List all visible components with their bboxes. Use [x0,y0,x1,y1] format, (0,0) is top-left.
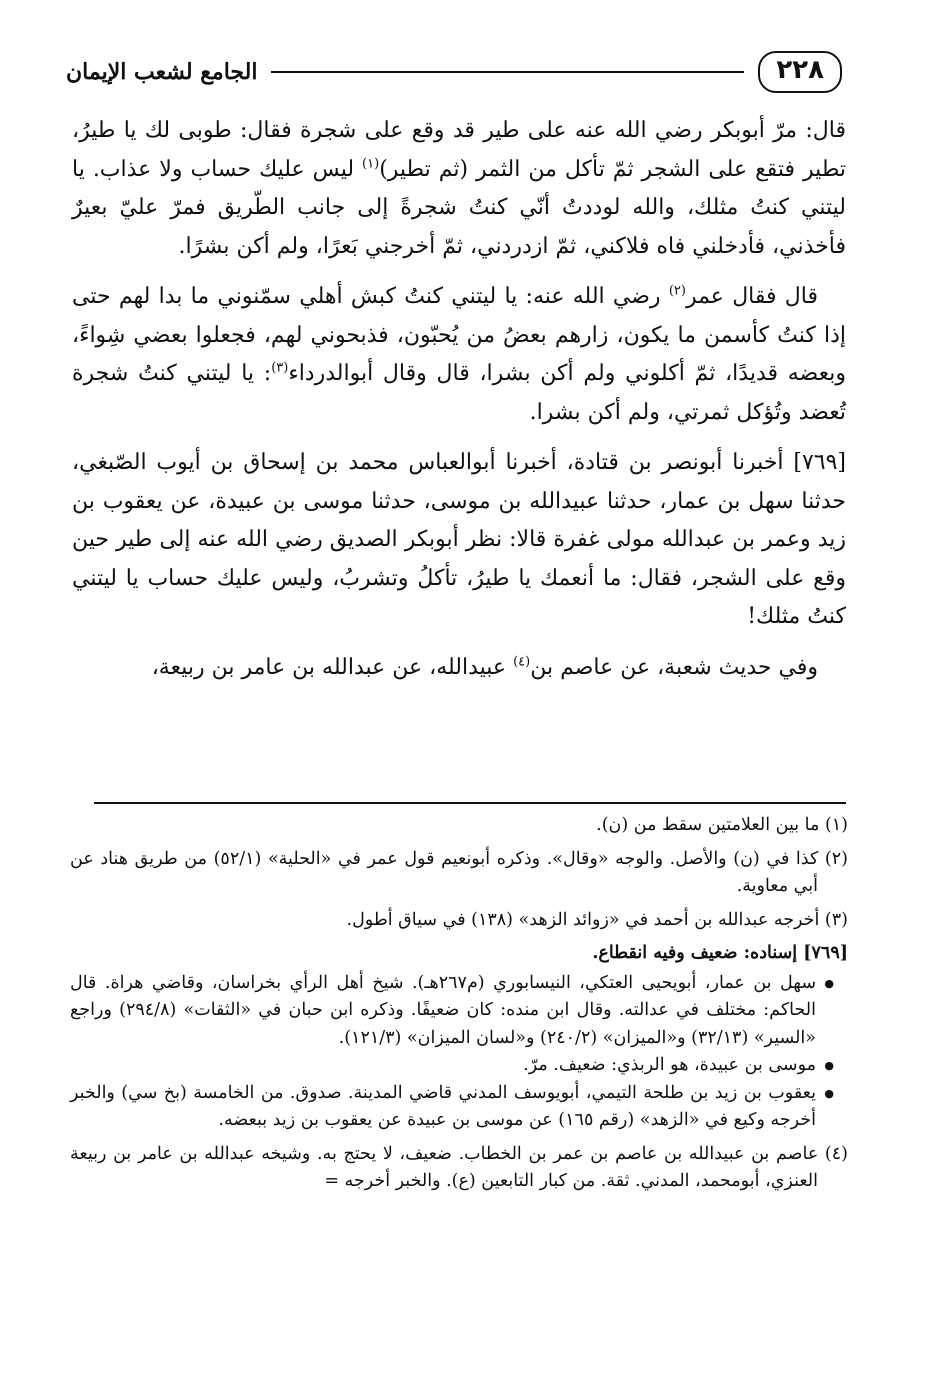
isnad-item-3: ● يعقوب بن زيد بن طلحة التيمي، أبويوسف المدني قاضي المدينة. صدوق. من الخامسة (بخ سي) والخبر أخرجه وكيع في «الزهد» (رقم ١٦٥) عن موسى بن عبيدة عن يعقوب بن زيد ببعضه. [70,1080,834,1135]
isnad-list [70,970,848,1135]
page-header [66,44,842,100]
paragraph-4-start: وفي حديث شعبة، عن عاصم بن [530,654,818,680]
book-title: الجامع لشعب الإيمان [66,59,258,85]
footnote-divider [94,802,846,804]
header-rule [271,71,744,73]
paragraph-1 [72,112,846,266]
footnote-3: (٣) أخرجه عبدالله بن أحمد في «زوائد الزهد» (١٣٨) في سياق أطول. [346,909,848,930]
isnad-heading: [٧٦٩] إسناده: ضعيف وفيه انقطاع. [592,943,848,963]
paragraph-2-mid: رضي الله عنه: يا ليتني كنتُ كبش أهلي سمّنوني ما بدا لهم حتى إذا كنتُ كأسمن ما يكون، زارهم بعضُ من يُحبّون، فذبحوني لهم، فجعلوا بعضي شِواءً، وبعضه قديدًا، ثمّ أكلوني ولم أكن بشرا، قال وقال أبوالدرداء [72,284,846,386]
footnote-ref-2: (٢) [668,283,686,299]
paragraph-4-end: عبيدالله، عن عبدالله بن عامر بن ربيعة، [151,654,514,680]
paragraph-1-text: قال: مرّ أبوبكر رضي الله عنه على طير قد وقع على شجرة فقال: طوبى لك يا طيرُ، تطير فتقع على الشجر ثمّ تأكل من الثمر (ثم تطير) [72,118,846,182]
paragraph-1-end: ليس عليك حساب ولا عذاب. يا ليتني كنتُ مثلك، والله لوددتُ أنّي كنتُ شجرةً إلى جانب الطّريق فمرّ عليّ بعيرٌ فأخذني، فأدخلني فاه فلاكني، ثمّ ازدردني، ثمّ أخرجني بَعرًا، ولم أكن بشرًا. [72,156,846,259]
isnad-item-2: ● موسى بن عبيدة، هو الربذي: ضعيف. مرّ. [70,1052,834,1080]
paragraph-2-end: : يا ليتني كنتُ شجرة تُعضد وتُؤكل ثمرتي، ولم أكن بشرا. [72,361,846,425]
footnote-ref-1: (١) [362,156,380,172]
footnote-2: (٢) كذا في (ن) والأصل. والوجه «وقال». وذكره أبونعيم قول عمر في «الحلية» (٥٢/١) من طريق هناد عن أبي معاوية. [70,848,848,896]
footnote-4: (٤) عاصم بن عبيدالله بن عاصم بن عمر بن الخطاب. ضعيف، لا يحتج به. وشيخه عبدالله بن عامر بن ربيعة العنزي، أبومحمد، المدني. ثقة. من كبار التابعين (ع). والخبر أخرجه = [70,1143,848,1191]
isnad-item-1: ● سهل بن عمار، أبويحيى العتكي، النيسابوري (م٢٦٧هـ). شيخ أهل الرأي بخراسان، وقاضي هراة. قال الحاكم: مختلف في عدالته. وقال ابن منده: كان ضعيفًا. وذكره ابن حبان في «الثقات» (٢٩٤/٨) وراجع «السير» (٣٢/١٣) و«الميزان» (٢٤٠/٢) و«لسان الميزان» (١٢١/٣). [70,970,834,1053]
paragraph-3: [٧٦٩] أخبرنا أبونصر بن قتادة، أخبرنا أبوالعباس محمد بن إسحاق بن أيوب الصّبغي، حدثنا سهل بن عمار، حدثنا عبيدالله بن موسى، حدثنا موسى بن عبيدة، عن يعقوب بن زيد وعمر بن عبدالله مولى غفرة قالا: نظر أبوبكر الصديق رضي الله عنه إلى طير حين وقع على الشجر، فقال: ما أنعمك يا طيرُ، تأكلُ وتشربُ، وليس عليك حساب يا ليتني كنتُ مثلك! [72,450,846,629]
page-number: ٢٢٨ [758,51,842,92]
footnote-ref-4: (٤) [513,654,531,670]
footnote-ref-3: (٣) [271,360,289,376]
paragraph-4 [72,649,846,688]
footnote-1: (١) ما بين العلامتين سقط من (ن). [596,815,848,835]
paragraph-2-start: قال فقال عمر [685,284,818,309]
main-text [72,112,846,687]
paragraph-2 [72,278,846,432]
footnotes [70,812,848,1202]
